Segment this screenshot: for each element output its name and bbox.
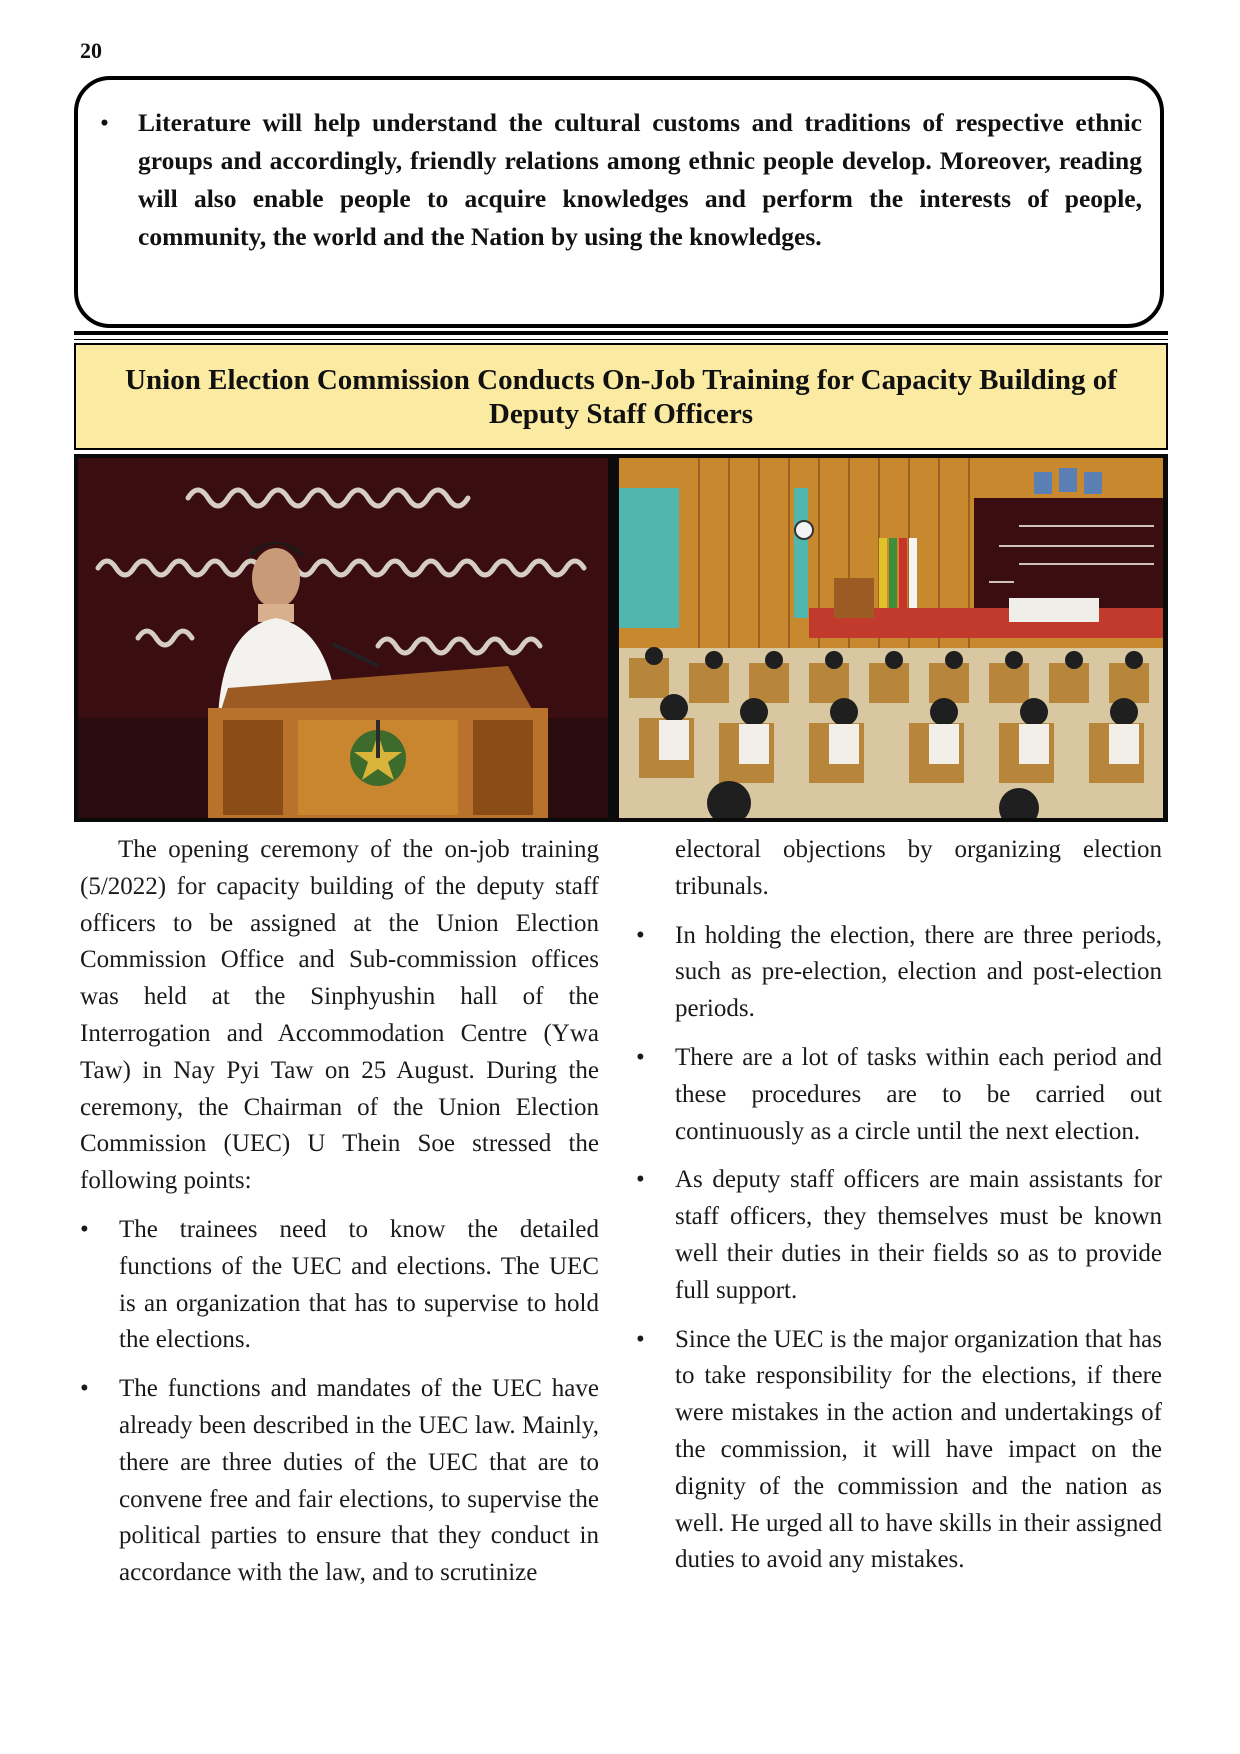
- article-column-right: [636, 832, 1162, 1579]
- photo-strip: [74, 454, 1168, 822]
- callout-list: [98, 104, 1142, 256]
- bullet-point: • The trainees need to know the detailed functions of the UEC and elections. The UEC is an organization that has to supervise to hold the elections.: [80, 1212, 599, 1359]
- left-bullet-list: [80, 1212, 599, 1592]
- bullet-point: • Since the UEC is the major organization that has to take responsibility for the elections, if there were mistakes in the action and undertakings of the commission, it will have impact on the dignity of the commission and the nation as well. He urged all to have skills in their assigned duties to avoid any mistakes.: [636, 1322, 1162, 1580]
- bullet-point: • As deputy staff officers are main assistants for staff officers, they themselves must be known well their duties in their fields so as to provide full support.: [636, 1162, 1162, 1309]
- page-number: 20: [80, 38, 102, 63]
- bullet-point: • In holding the election, there are three periods, such as pre-election, election and post-election periods.: [636, 918, 1162, 1028]
- right-bullet-list: [636, 918, 1162, 1580]
- article-title: Union Election Commission Conducts On-Job Training for Capacity Building of Deputy Staff Officers: [125, 363, 1117, 430]
- photo-training-hall: [619, 458, 1163, 818]
- article-column-left: [80, 832, 599, 1592]
- divider-thin: [74, 339, 1168, 340]
- bullet-point: • There are a lot of tasks within each period and these procedures are to be carried out continuously as a circle until the next election.: [636, 1040, 1162, 1150]
- bullet-point: • The functions and mandates of the UEC have already been described in the UEC law. Mainly, there are three duties of the UEC that are to convene free and fair elections, to supervise the political parties to ensure that they conduct in accordance with the law, and to scrutinize: [80, 1371, 599, 1592]
- article-title-box: [74, 343, 1168, 450]
- callout-item: • Literature will help understand the cultural customs and traditions of respective ethnic groups and accordingly, friendly relations among ethnic people develop. Moreover, reading will also enable people to acquire knowledges and perform the interests of people, community, the world and the Nation by using the knowledges.: [98, 104, 1142, 256]
- photo-speaker-at-podium: [78, 458, 608, 818]
- bullet-continuation: electoral objections by organizing election tribunals.: [675, 836, 1162, 900]
- literature-callout-box: [74, 76, 1164, 328]
- divider-thick: [74, 331, 1168, 335]
- article-intro-paragraph: The opening ceremony of the on-job training (5/2022) for capacity building of the deputy staff officers to be assigned at the Union Election Commission Office and Sub-commission offices was held at the Sinphyushin hall of the Interrogation and Accommodation Centre (Ywa Taw) in Nay Pyi Taw on 25 August. During the ceremony, the Chairman of the Union Election Commission (UEC) U Thein Soe stressed the following points:: [80, 836, 599, 1195]
